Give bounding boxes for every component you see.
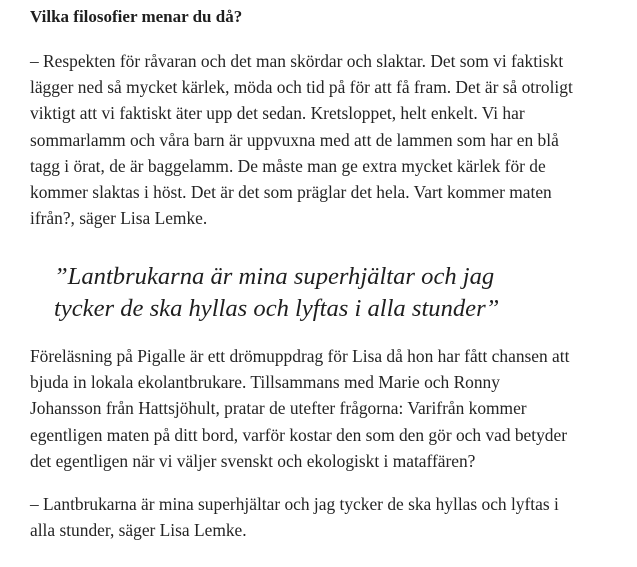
answer-paragraph: [30, 48, 620, 231]
paragraph-line: egentligen maten på ditt bord, varför kostar den som den gör och vad betyder: [30, 424, 568, 445]
quote-paragraph: [30, 491, 620, 543]
paragraph-line: lägger ned så mycket kärlek, möda och tid på för att få fram. Det är så otroligt: [30, 77, 573, 98]
paragraph-line: – Lantbrukarna är mina superhjältar och jag tycker de ska hyllas och lyftas i: [30, 494, 559, 514]
pull-quote: [54, 261, 499, 325]
paragraph-line: bjuda in lokala ekolantbrukare. Tillsammans med Marie och Ronny: [30, 372, 500, 393]
paragraph-line: tagg i örat, de är baggelamm. De måste man ge extra mycket kärlek för de: [30, 155, 546, 176]
pull-quote-line: tycker de ska hyllas och lyftas i alla stunder”: [54, 295, 500, 322]
body-paragraph: [30, 343, 620, 474]
paragraph-line: – Respekten för råvaran och det man skördar och slaktar. Det som vi faktiskt: [30, 51, 564, 71]
paragraph-line: viktigt att vi faktiskt äter upp det sedan. Kretsloppet, helt enkelt. Vi har: [30, 103, 525, 124]
paragraph-line: Föreläsning på Pigalle är ett drömuppdrag för Lisa då hon har fått chansen att: [30, 346, 570, 366]
interview-question-heading: Vilka filosofier menar du då?: [30, 7, 243, 26]
paragraph-line: ifrån?, säger Lisa Lemke.: [30, 208, 208, 229]
paragraph-line: alla stunder, säger Lisa Lemke.: [30, 520, 247, 541]
paragraph-line: sommarlamm och våra barn är uppvuxna med att de lammen som har en blå: [30, 129, 559, 150]
pull-quote-line: ”Lantbrukarna är mina superhjältar och jag: [54, 263, 495, 290]
paragraph-line: det egentligen när vi väljer svenskt och ekologiskt i mataffären?: [30, 450, 476, 471]
paragraph-line: kommer slaktas i höst. Det är det som präglar det hela. Vart kommer maten: [30, 182, 552, 203]
paragraph-line: Johansson från Hattsjöhult, pratar de utefter frågorna: Varifrån kommer: [30, 398, 527, 419]
